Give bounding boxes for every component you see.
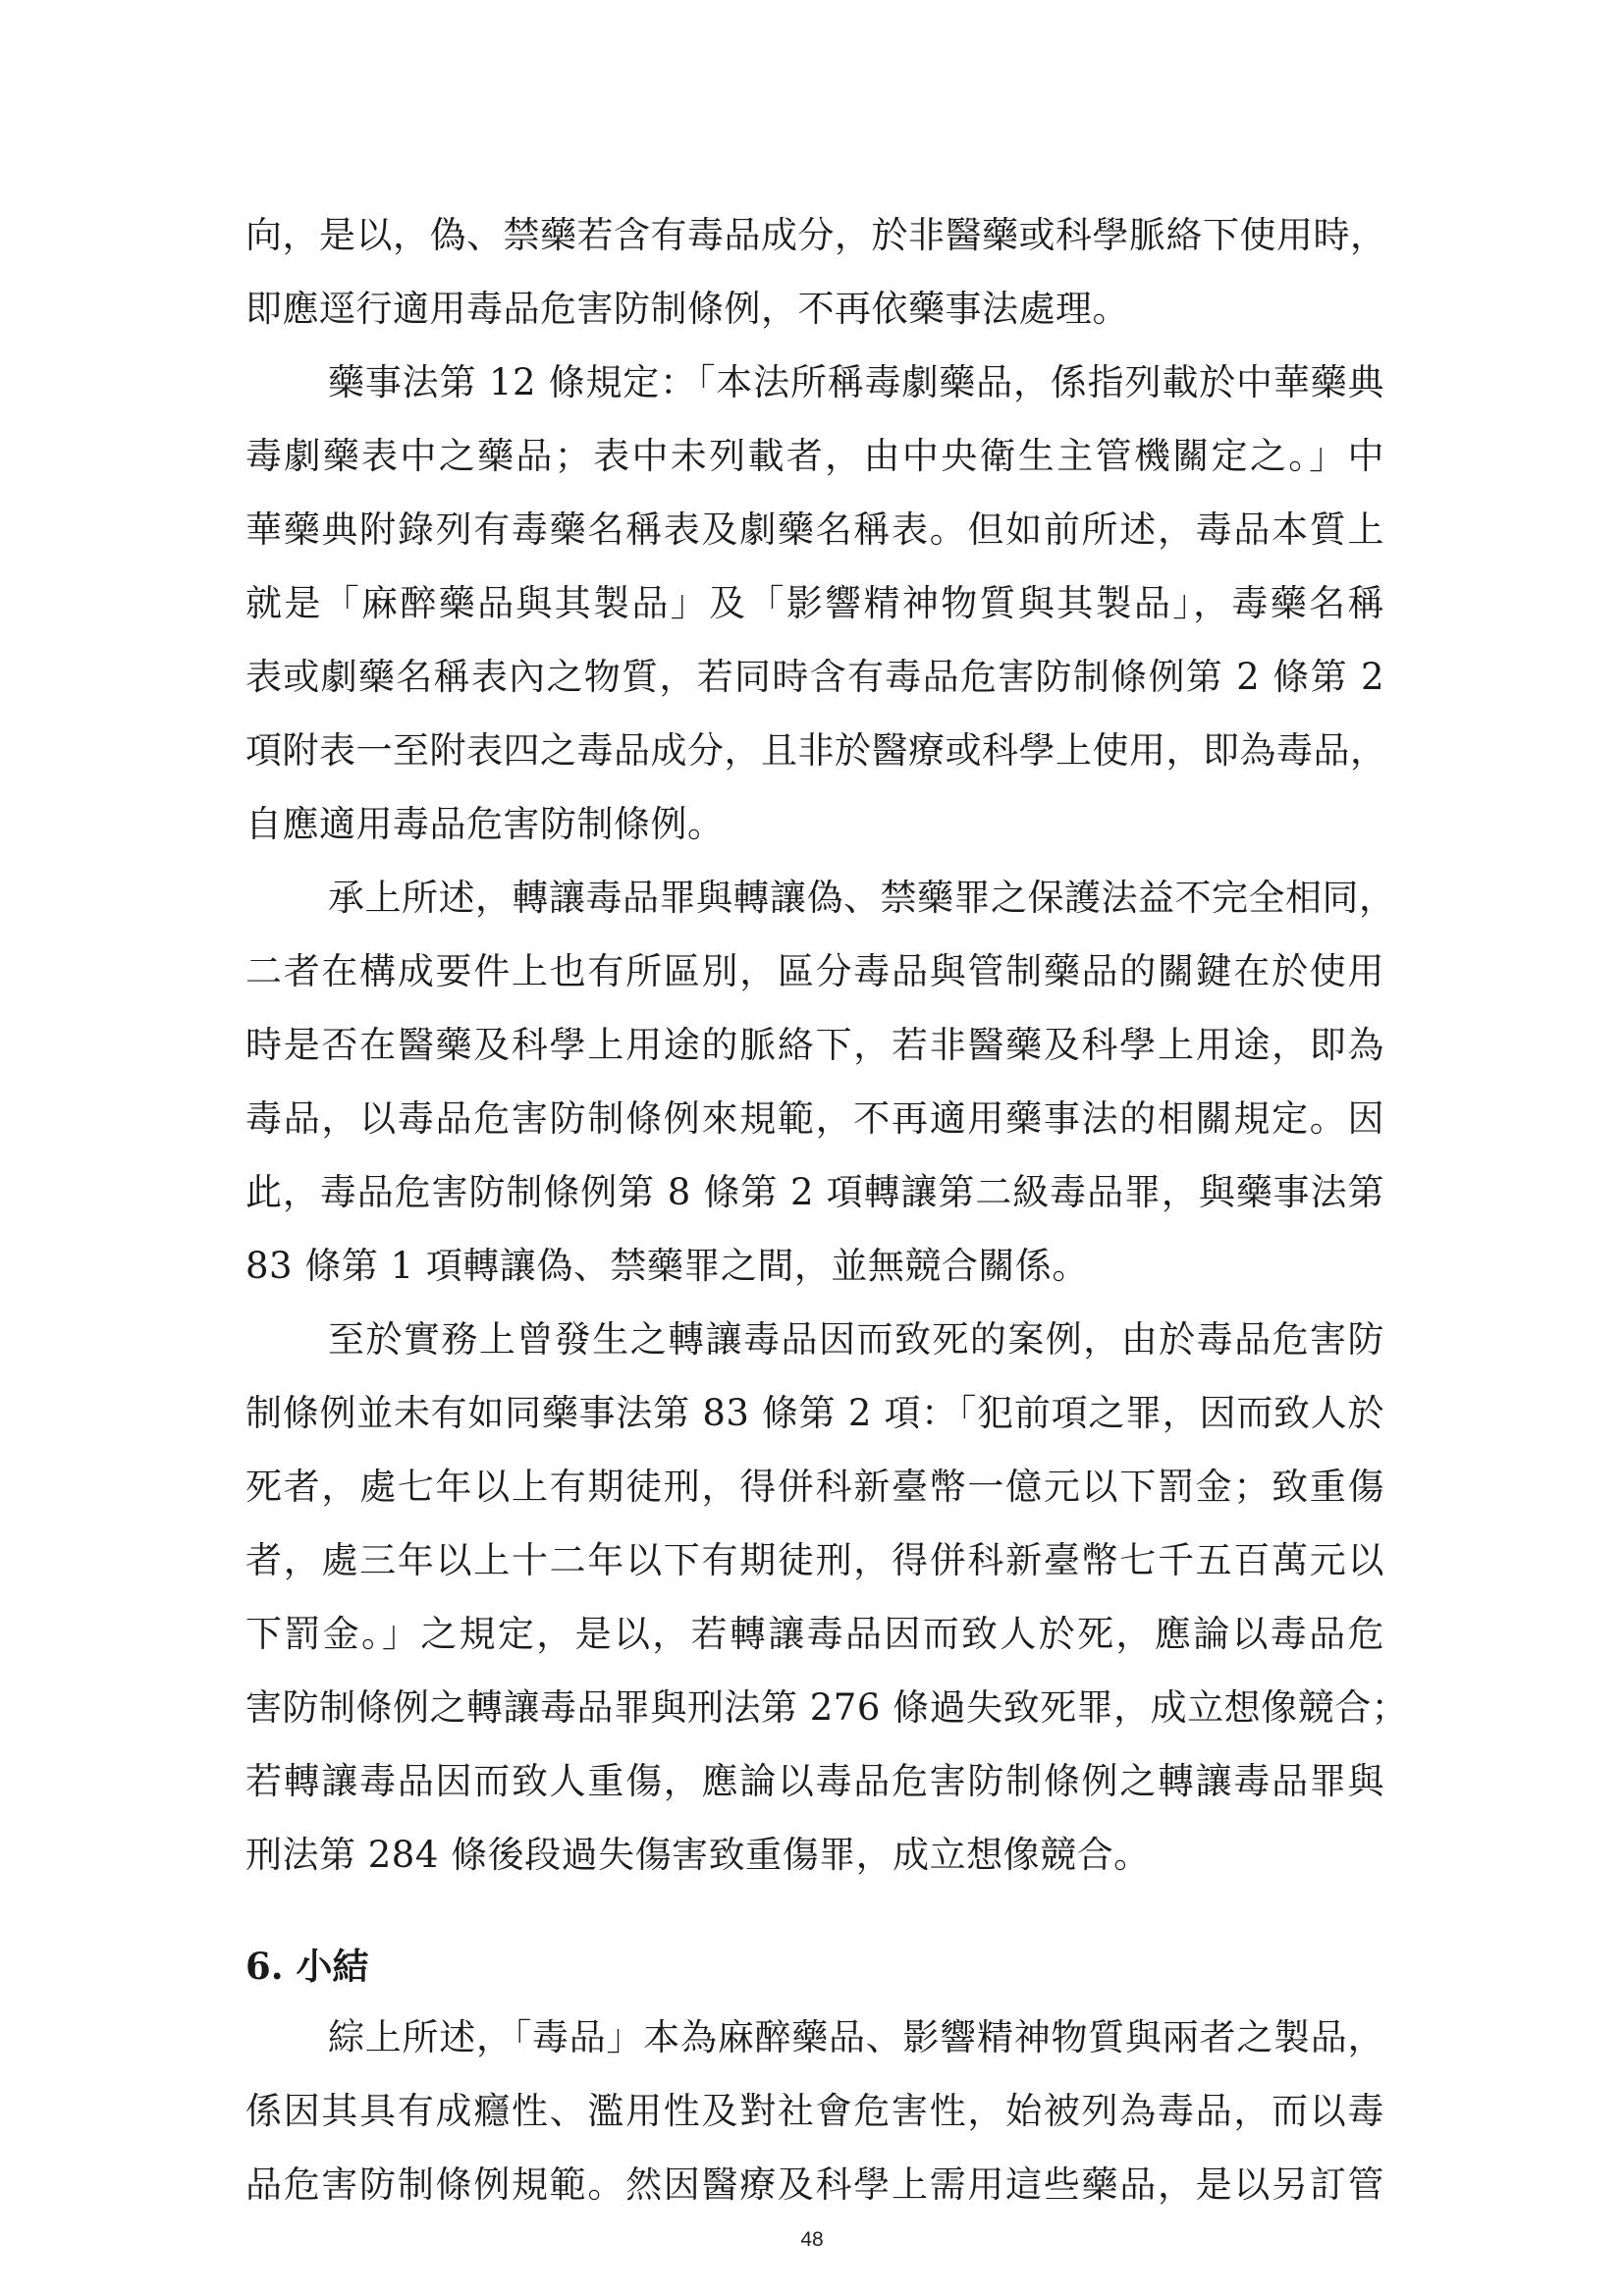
paragraph-4-line-2: 制條例並未有如同藥事法第 83 條第 2 項：「犯前項之罪，因而致人於 <box>245 1392 1384 1434</box>
paragraph-4-line-4: 者，處三年以上十二年以下有期徒刑，得併科新臺幣七千五百萬元以 <box>245 1539 1384 1581</box>
paragraph-3-line-5: 此，毒品危害防制條例第 8 條第 2 項轉讓第二級毒品罪，與藥事法第 <box>245 1171 1384 1213</box>
summary-line-1: 綜上所述，「毒品」本為麻醉藥品、影響精神物質與兩者之製品， <box>328 2016 1384 2058</box>
page-number: 48 <box>800 2228 824 2251</box>
paragraph-2-line-7: 自應適用毒品危害防制條例。 <box>245 803 725 845</box>
paragraph-4-line-1: 至於實務上曾發生之轉讓毒品因而致死的案例，由於毒品危害防 <box>328 1318 1384 1361</box>
paragraph-1-line-1: 向，是以，偽、禁藥若含有毒品成分，於非醫藥或科學脈絡下使用時， <box>245 214 1387 256</box>
paragraph-3-line-4: 毒品，以毒品危害防制條例來規範，不再適用藥事法的相關規定。因 <box>245 1097 1384 1140</box>
paragraph-2-line-5: 表或劇藥名稱表內之物質，若同時含有毒品危害防制條例第 2 條第 2 <box>245 656 1384 698</box>
paragraph-4-line-5: 下罰金。」之規定，是以，若轉讓毒品因而致人於死，應論以毒品危 <box>245 1613 1384 1655</box>
paragraph-4-line-6: 害防制條例之轉讓毒品罪與刑法第 276 條過失致死罪，成立想像競合； <box>245 1686 1409 1729</box>
paragraph-4-line-8: 刑法第 284 條後段過失傷害致重傷罪，成立想像競合。 <box>245 1834 1151 1876</box>
paragraph-3-line-1: 承上所述，轉讓毒品罪與轉讓偽、禁藥罪之保護法益不完全相同， <box>328 877 1396 919</box>
paragraph-2-line-1: 藥事法第 12 條規定：「本法所稱毒劇藥品，係指列載於中華藥典 <box>328 361 1384 403</box>
section-heading: 6. 小結 <box>245 1945 369 1988</box>
paragraph-2-line-4: 就是「麻醉藥品與其製品」及「影響精神物質與其製品」，毒藥名稱 <box>245 582 1384 624</box>
paragraph-2-line-6: 項附表一至附表四之毒品成分，且非於醫療或科學上使用，即為毒品， <box>245 729 1387 772</box>
summary-line-2: 係因其具有成癮性、濫用性及對社會危害性，始被列為毒品，而以毒 <box>245 2090 1384 2132</box>
summary-line-3: 品危害防制條例規範。然因醫療及科學上需用這些藥品，是以另訂管 <box>245 2163 1384 2206</box>
paragraph-3-line-6: 83 條第 1 項轉讓偽、禁藥罪之間，並無競合關係。 <box>245 1245 1089 1287</box>
paragraph-4-line-7: 若轉讓毒品因而致人重傷，應論以毒品危害防制條例之轉讓毒品罪與 <box>245 1760 1384 1802</box>
paragraph-4-line-3: 死者，處七年以上有期徒刑，得併科新臺幣一億元以下罰金；致重傷 <box>245 1466 1384 1508</box>
paragraph-3-line-2: 二者在構成要件上也有所區別，區分毒品與管制藥品的關鍵在於使用 <box>245 950 1384 992</box>
paragraph-2-line-3: 華藥典附錄列有毒藥名稱表及劇藥名稱表。但如前所述，毒品本質上 <box>245 508 1384 551</box>
paragraph-2-line-2: 毒劇藥表中之藥品；表中未列載者，由中央衛生主管機關定之。」中 <box>245 435 1384 477</box>
paragraph-1-line-2: 即應逕行適用毒品危害防制條例，不再依藥事法處理。 <box>245 288 1129 330</box>
paragraph-3-line-3: 時是否在醫藥及科學上用途的脈絡下，若非醫藥及科學上用途，即為 <box>245 1024 1384 1066</box>
